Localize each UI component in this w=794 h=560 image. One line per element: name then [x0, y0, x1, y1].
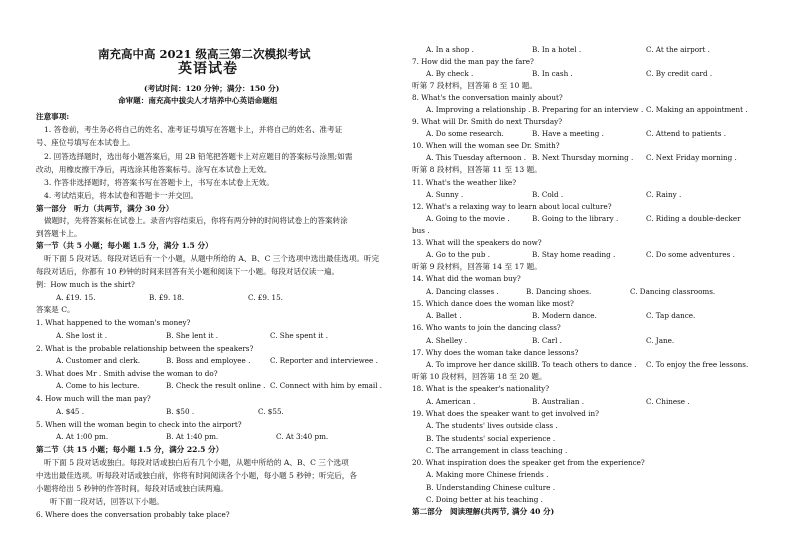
question-10: 10. When will the woman see Dr. Smith?	[412, 141, 560, 150]
question-14: 14. What did the woman buy?	[412, 274, 521, 283]
q9-option-a: A. Do some research.	[426, 129, 504, 138]
question-11: 11. What's the weather like?	[412, 178, 517, 187]
q3-option-a: A. Come to his lecture.	[56, 381, 140, 390]
q11-option-a: A. Sunny .	[426, 190, 464, 199]
q16-option-b: B. Carl .	[532, 336, 562, 345]
material-10: 听第 10 段材料，回答第 18 至 20 题。	[412, 372, 547, 381]
sec2-inst-a: 听下面 5 段对话或独白。每段对话或独白后有几个小题，从题中所给的 A、B、C 三个选项	[44, 458, 349, 467]
q10-option-b: B. Next Thursday morning .	[532, 153, 634, 162]
q18-option-b: B. Australian .	[532, 397, 585, 406]
question-18: 18. What is the speaker's nationality?	[412, 384, 550, 393]
note-4: 4. 考试结束后，将本试卷和答题卡一并交回。	[44, 191, 198, 200]
q19-option-b: B. The students' social experience .	[426, 434, 556, 443]
q6-option-b: B. In a hotel .	[532, 45, 582, 54]
question-12: 12. What's a relaxing way to learn about local culture?	[412, 202, 612, 211]
q12-option-c: C. Riding a double-decker	[646, 214, 741, 223]
sec2-heading: 第二节（共 15 小题；每小题 1.5 分，满分 22.5 分）	[36, 445, 224, 454]
q10-option-a: A. This Tuesday afternoon .	[426, 153, 527, 162]
q3-option-c: C. Connect with him by email .	[270, 381, 383, 390]
q8-option-b: B. Preparing for an interview .	[532, 105, 644, 114]
exam-title: 南充高中高 2021 级高三第二次模拟考试	[98, 47, 311, 61]
question-2: 2. What is the probable relationship between the speakers?	[36, 344, 254, 353]
q7-option-c: C. By credit card .	[646, 69, 713, 78]
q13-option-a: A. Go to the pub .	[426, 250, 491, 259]
sec2-inst-d: 听下面一段对话，回答以下小题。	[50, 497, 164, 506]
time-score: (考试时间：120 分钟；满分：150 分)	[144, 84, 280, 93]
question-9: 9. What will Dr. Smith do next Thursday?	[412, 117, 563, 126]
q17-option-b: B. To teach others to dance .	[532, 360, 637, 369]
q14-option-b: B. Dancing shoes.	[526, 287, 592, 296]
subject-title: 英语试卷	[178, 61, 238, 77]
example-option-b: B. £9. 18.	[149, 293, 184, 302]
q12-option-c-cont: bus .	[412, 226, 430, 235]
q15-option-a: A. Ballet .	[426, 311, 462, 320]
q2-option-b: B. Boss and employee .	[166, 356, 251, 365]
part1-intro-a: 做题时，先将答案标在试卷上。录音内容结束后，你将有两分钟的时间将试卷上的答案转涂	[44, 216, 348, 225]
sec2-inst-c: 小题将给出 5 秒钟的作答时间。每段对话或独白读两遍。	[36, 484, 228, 493]
sec1-inst-b: 每段对话后，你都有 10 秒钟的时间来回答有关小题和阅读下一小题。每段对话仅读一遍。	[36, 267, 340, 276]
material-7: 听第 7 段材料，回答第 8 至 10 题。	[412, 81, 537, 90]
question-17: 17. Why does the woman take dance lessons?	[412, 348, 579, 357]
question-15: 15. Which dance does the woman like most?	[412, 299, 574, 308]
q2-option-c: C. Reporter and interviewee .	[270, 356, 378, 365]
material-8: 听第 8 段材料，回答第 11 至 13 题。	[412, 165, 542, 174]
q3-option-b: B. Check the result online .	[166, 381, 266, 390]
q11-option-b: B. Cold .	[532, 190, 564, 199]
q18-option-a: A. American .	[426, 397, 476, 406]
q19-option-a: A. The students' lives outside class .	[426, 421, 558, 430]
q2-option-a: A. Customer and clerk.	[56, 356, 141, 365]
note-2a: 2. 回答选择题时，选出每小题答案后，用 2B 铅笔把答题卡上对应题目的答案标号涂黑;如需	[44, 152, 353, 161]
q5-option-c: C. At 3:40 pm.	[276, 432, 329, 441]
q10-option-c: C. Next Friday morning .	[646, 153, 737, 162]
q4-option-c: C. $55.	[258, 407, 284, 416]
q20-option-b: B. Understanding Chinese culture .	[426, 483, 555, 492]
question-5: 5. When will the woman begin to check into the airport?	[36, 420, 242, 429]
q9-option-c: C. Attend to patients .	[646, 129, 727, 138]
part1-intro-b: 到答题卡上。	[36, 229, 82, 238]
q17-option-a: A. To improve her dance skill .	[426, 360, 537, 369]
question-16: 16. Who wants to join the dancing class?	[412, 323, 561, 332]
q5-option-a: A. At 1:00 pm.	[56, 432, 109, 441]
q4-option-b: B. $50 .	[166, 407, 195, 416]
note-3: 3. 作答非选择题时，将答案书写在答题卡上，书写在本试卷上无效。	[44, 178, 274, 187]
q5-option-b: B. At 1:40 pm.	[166, 432, 219, 441]
q16-option-c: C. Jane.	[646, 336, 675, 345]
question-4: 4. How much will the man pay?	[36, 394, 151, 403]
q19-option-c: C. The arrangement in class teaching .	[426, 446, 568, 455]
q17-option-c: C. To enjoy the free lessons.	[646, 360, 749, 369]
note-1a: 1. 答卷前，考生务必将自己的姓名、准考证号填写在答题卡上，并将自己的姓名、准考证	[44, 125, 343, 134]
q6-option-a: A. In a shop .	[426, 45, 474, 54]
notes-heading: 注意事项:	[36, 112, 70, 121]
q20-option-c: C. Doing better at his teaching .	[426, 495, 543, 504]
q8-option-c: C. Making an appointment .	[646, 105, 748, 114]
q7-option-b: B. In cash .	[532, 69, 573, 78]
question-6: 6. Where does the conversation probably take place?	[36, 510, 230, 519]
example-answer: 答案是 C。	[36, 305, 75, 314]
question-3: 3. What does Mr . Smith advise the woman to do?	[36, 369, 218, 378]
q4-option-a: A. $45 .	[56, 407, 85, 416]
question-13: 13. What will the speakers do now?	[412, 238, 542, 247]
note-1b: 号、座位号填写在本试卷上。	[36, 138, 135, 147]
material-9: 听第 9 段材料，回答第 14 至 17 题。	[412, 262, 542, 271]
q9-option-b: B. Have a meeting .	[532, 129, 604, 138]
question-1: 1. What happened to the woman's money?	[36, 318, 191, 327]
setter-line: 命审题：南充高中拔尖人才培养中心英语命题组	[118, 96, 278, 105]
q15-option-b: B. Modern dance.	[532, 311, 597, 320]
question-20: 20. What inspiration does the speaker get from the experience?	[412, 458, 645, 467]
q1-option-a: A. She lost it .	[56, 331, 108, 340]
q12-option-b: B. Going to the library .	[532, 214, 619, 223]
sec2-inst-b: 中选出最佳选项。听每段对话或独白前，你将有时间阅读各个小题，每小题 5 秒钟；听完后，各	[36, 471, 357, 480]
example-option-a: A. £19. 15.	[56, 293, 96, 302]
q7-option-a: A. By check .	[426, 69, 474, 78]
q13-option-b: B. Stay home reading .	[532, 250, 616, 259]
q1-option-b: B. She lent it .	[166, 331, 219, 340]
sec1-heading: 第一节（共 5 小题；每小题 1.5 分，满分 1.5 分）	[36, 241, 213, 250]
q20-option-a: A. Making more Chinese friends .	[426, 470, 549, 479]
example-question: 例：How much is the shirt?	[36, 280, 135, 289]
q14-option-a: A. Dancing classes .	[426, 287, 499, 296]
q1-option-c: C. She spent it .	[270, 331, 329, 340]
q14-option-c: C. Dancing classrooms.	[630, 287, 716, 296]
q15-option-c: C. Tap dance.	[646, 311, 696, 320]
q8-option-a: A. Improving a relationship .	[426, 105, 531, 114]
note-2b: 改动，用橡皮擦干净后，再选涂其他答案标号。涂写在本试卷上无效。	[36, 165, 272, 174]
question-19: 19. What does the speaker want to get involved in?	[412, 409, 599, 418]
part2-heading: 第二部分 阅读理解(共两节, 满分 40 分)	[412, 507, 555, 516]
example-option-c: C. £9. 15.	[248, 293, 283, 302]
question-7: 7. How did the man pay the fare?	[412, 57, 534, 66]
q11-option-c: C. Rainy .	[646, 190, 682, 199]
sec1-inst-a: 听下面 5 段对话。每段对话后有一个小题，从题中所给的 A、B、C 三个选项中选出最佳选项。听完	[44, 254, 380, 263]
part1-heading: 第一部分 听力（共两节，满分 30 分）	[36, 204, 174, 213]
q16-option-a: A. Shelley .	[426, 336, 468, 345]
q13-option-c: C. Do some adventures .	[646, 250, 735, 259]
question-8: 8. What's the conversation mainly about?	[412, 93, 563, 102]
q6-option-c: C. At the airport .	[646, 45, 710, 54]
q12-option-a: A. Going to the movie .	[426, 214, 510, 223]
q18-option-c: C. Chinese .	[646, 397, 690, 406]
